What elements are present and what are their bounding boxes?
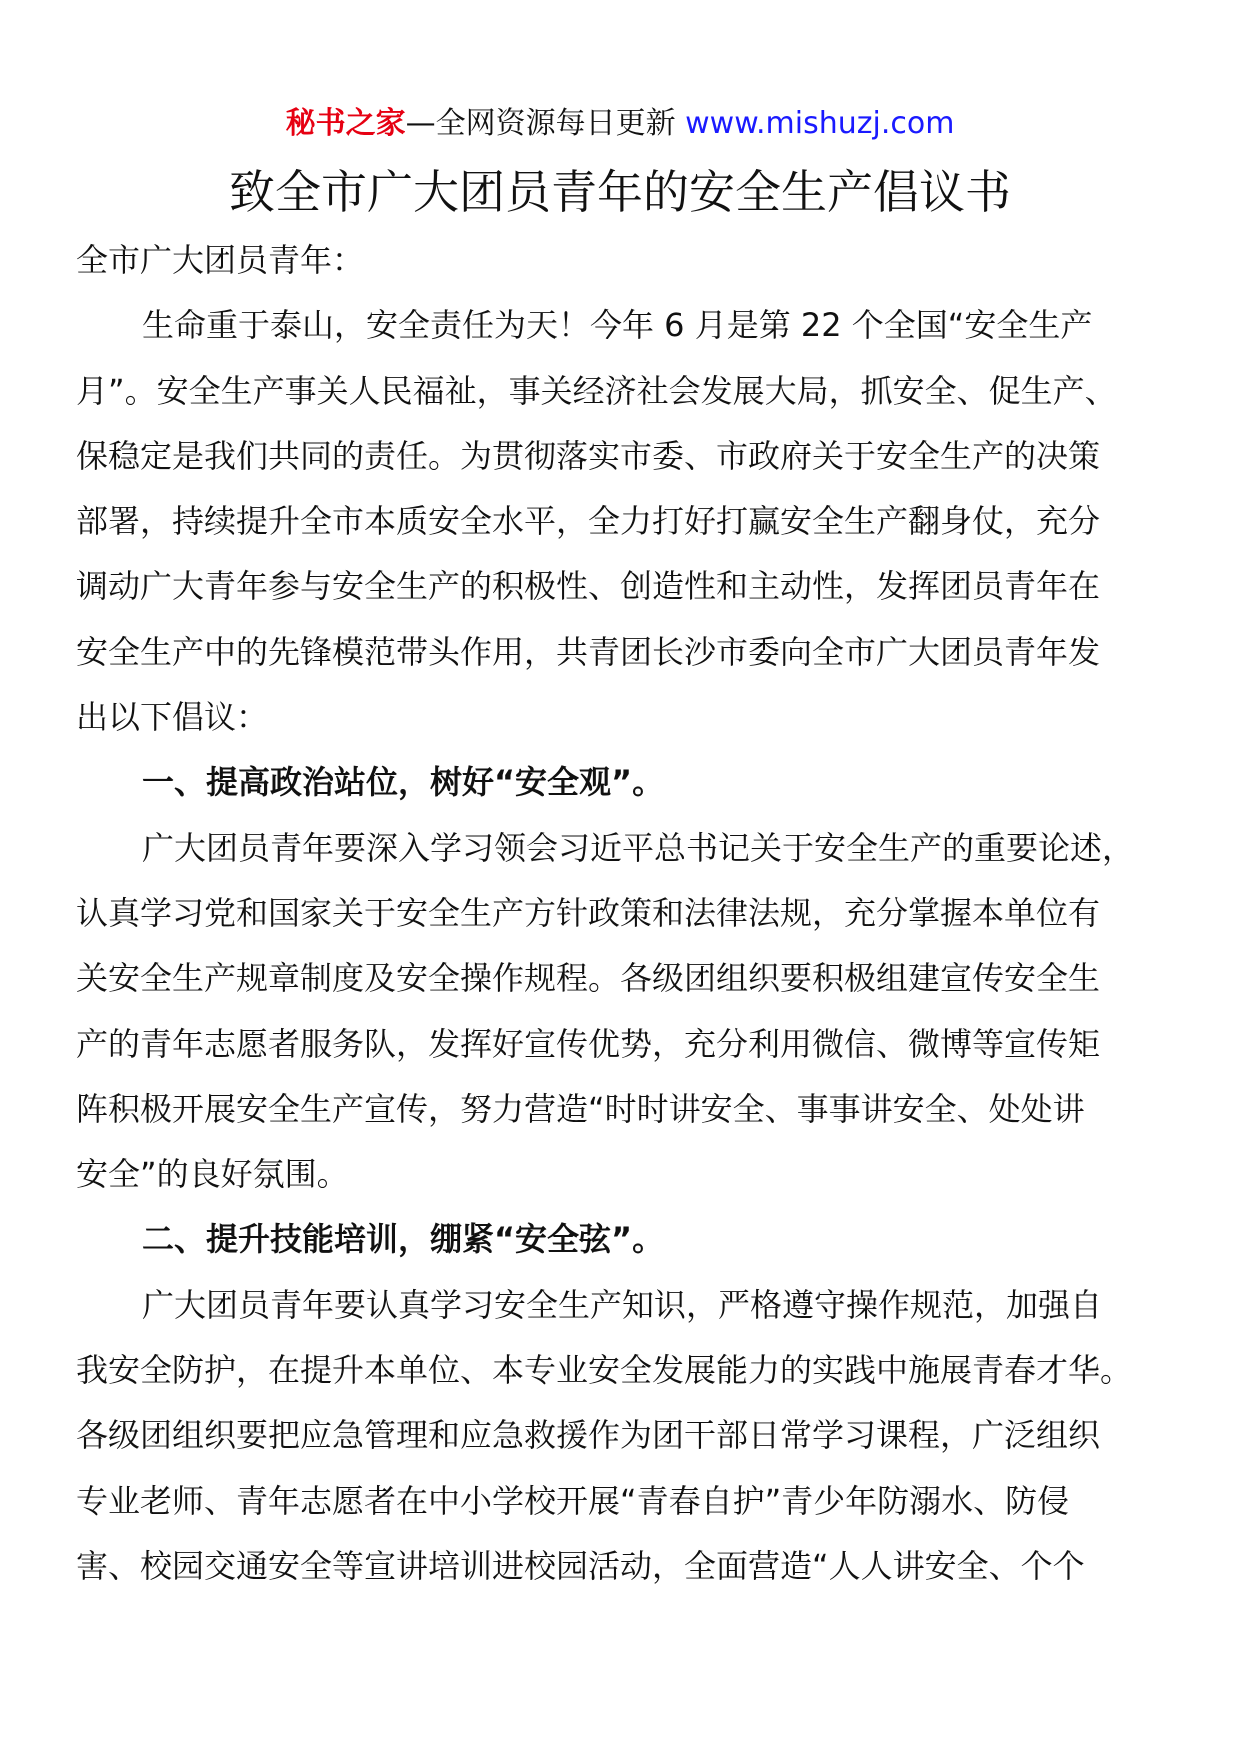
paragraph-line: 产的青年志愿者服务队，发挥好宣传优势，充分利用微信、微博等宣传矩	[76, 1024, 1101, 1063]
document-body	[76, 228, 1162, 1599]
salutation: 全市广大团员青年：	[76, 241, 365, 279]
paragraph-line: 保稳定是我们共同的责任。为贯彻落实市委、市政府关于安全生产的决策	[76, 436, 1101, 475]
paragraph-line: 部署，持续提升全市本质安全水平，全力打好打赢安全生产翻身仗，充分	[76, 502, 1101, 541]
banner-slogan: —全网资源每日更新	[405, 106, 686, 141]
paragraph-line: 认真学习党和国家关于安全生产方针政策和法律法规，充分掌握本单位有	[76, 893, 1101, 932]
paragraph-line: 阵积极开展安全生产宣传，努力营造“时时讲安全、事事讲安全、处处讲	[76, 1089, 1085, 1128]
paragraph-line: 广大团员青年要认真学习安全生产知识，严格遵守操作规范，加强自	[142, 1285, 1103, 1324]
paragraph-line: 生命重于泰山，安全责任为天！今年 6 月是第 22 个全国“安全生产	[142, 306, 1093, 345]
paragraph-line: 安全”的良好氛围。	[76, 1155, 349, 1194]
paragraph-line: 害、校园交通安全等宣讲培训进校园活动，全面营造“人人讲安全、个个	[76, 1546, 1085, 1585]
site-banner	[0, 100, 1240, 148]
section-heading-2: 二、提升技能培训，绷紧“安全弦”。	[142, 1220, 665, 1259]
paragraph-line: 调动广大青年参与安全生产的积极性、创造性和主动性，发挥团员青年在	[76, 567, 1101, 606]
paragraph-line: 安全生产中的先锋模范带头作用，共青团长沙市委向全市广大团员青年发	[76, 632, 1101, 671]
paragraph-line: 各级团组织要把应急管理和应急救援作为团干部日常学习课程，广泛组织	[76, 1416, 1101, 1455]
section-heading-1: 一、提高政治站位，树好“安全观”。	[142, 763, 665, 802]
brand-name: 秘书之家	[285, 106, 406, 141]
document-title: 致全市广大团员青年的安全生产倡议书	[229, 165, 1011, 219]
paragraph-line: 关安全生产规章制度及安全操作规程。各级团组织要积极组建宣传安全生	[76, 959, 1101, 998]
paragraph-line: 月”。安全生产事关人民福祉，事关经济社会发展大局，抓安全、促生产、	[76, 371, 1117, 410]
paragraph-line: 广大团员青年要深入学习领会习近平总书记关于安全生产的重要论述，	[142, 828, 1135, 867]
paragraph-line: 专业老师、青年志愿者在中小学校开展“青春自护”青少年防溺水、防侵	[76, 1481, 1070, 1520]
paragraph-line: 出以下倡议：	[76, 698, 269, 737]
paragraph-line: 我安全防护，在提升本单位、本专业安全发展能力的实践中施展青春才华。	[76, 1351, 1133, 1390]
site-url-link[interactable]: www.mishuzj.com	[685, 106, 955, 141]
